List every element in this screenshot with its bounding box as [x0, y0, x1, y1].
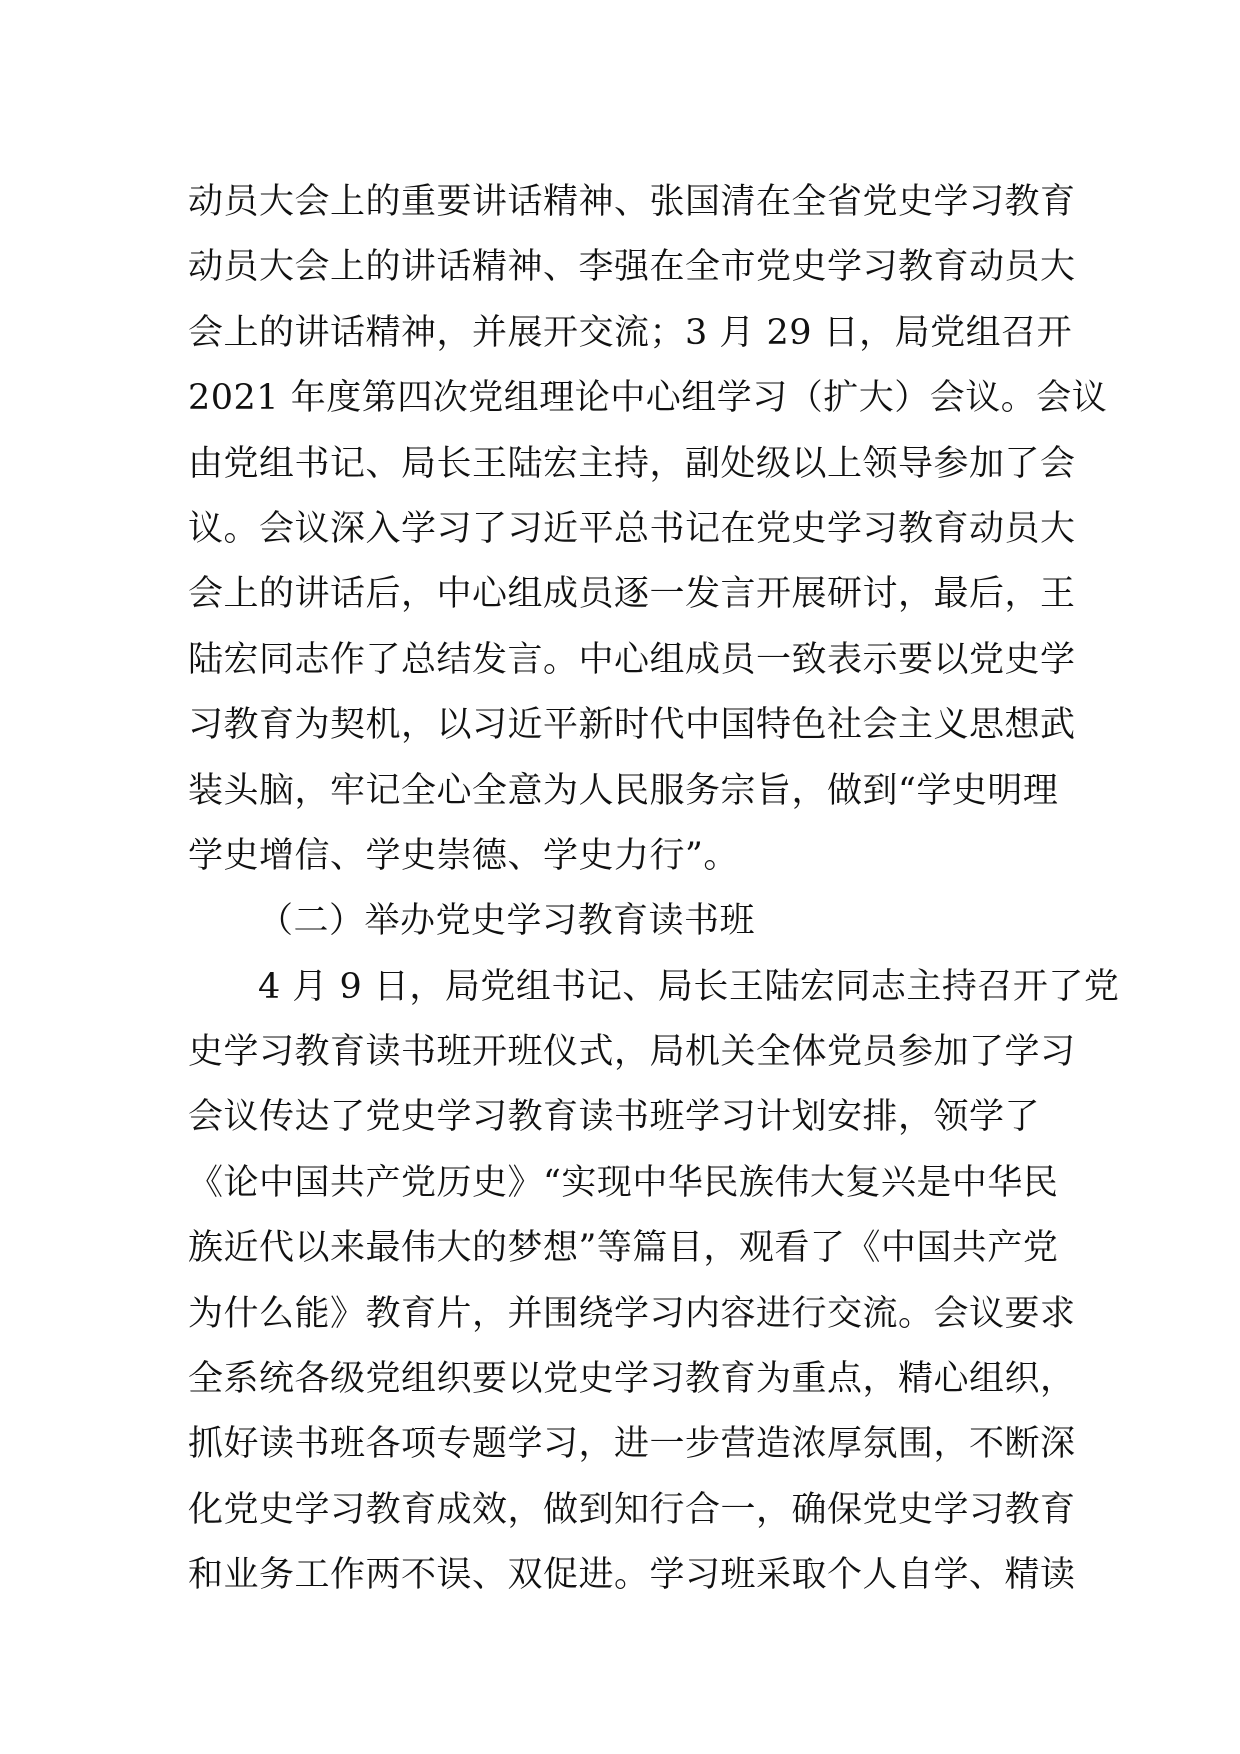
text-line: 和业务工作两不误、双促进。学习班采取个人自学、精读 — [188, 1555, 1076, 1596]
document-body — [188, 170, 1120, 1609]
text-line: 议。会议深入学习了习近平总书记在党史学习教育动员大 — [188, 508, 1076, 549]
paragraph-first-line: 4 月 9 日，局党组书记、局长王陆宏同志主持召开了党 — [258, 966, 1120, 1007]
text-line: 会上的讲话精神，并展开交流；3 月 29 日，局党组召开 — [188, 312, 1073, 353]
text-line: 习教育为契机，以习近平新时代中国特色社会主义思想武 — [188, 705, 1076, 746]
text-line: 学史增信、学史崇德、学史力行”。 — [188, 835, 739, 876]
text-line: 全系统各级党组织要以党史学习教育为重点，精心组织， — [188, 1359, 1076, 1400]
text-line: 为什么能》教育片，并围绕学习内容进行交流。会议要求 — [188, 1293, 1076, 1334]
section-heading: （二）举办党史学习教育读书班 — [258, 901, 756, 942]
text-line: 2021 年度第四次党组理论中心组学习（扩大）会议。会议 — [188, 378, 1108, 419]
text-line: 动员大会上的讲话精神、李强在全市党史学习教育动员大 — [188, 247, 1076, 288]
text-line: 史学习教育读书班开班仪式，局机关全体党员参加了学习 — [188, 1032, 1076, 1073]
text-line: 陆宏同志作了总结发言。中心组成员一致表示要以党史学 — [188, 639, 1076, 680]
text-line: 化党史学习教育成效，做到知行合一，确保党史学习教育 — [188, 1489, 1076, 1530]
text-line: 装头脑，牢记全心全意为人民服务宗旨，做到“学史明理 — [188, 770, 1059, 811]
text-line: 《论中国共产党历史》“实现中华民族伟大复兴是中华民 — [188, 1162, 1059, 1203]
text-line: 会上的讲话后，中心组成员逐一发言开展研讨，最后，王 — [188, 574, 1076, 615]
text-line: 动员大会上的重要讲话精神、张国清在全省党史学习教育 — [188, 182, 1076, 222]
text-line: 族近代以来最伟大的梦想”等篇目，观看了《中国共产党 — [188, 1228, 1059, 1269]
text-line: 抓好读书班各项专题学习，进一步营造浓厚氛围，不断深 — [188, 1424, 1076, 1465]
text-line: 由党组书记、局长王陆宏主持，副处级以上领导参加了会 — [188, 443, 1076, 484]
text-line: 会议传达了党史学习教育读书班学习计划安排，领学了 — [188, 1097, 1041, 1138]
